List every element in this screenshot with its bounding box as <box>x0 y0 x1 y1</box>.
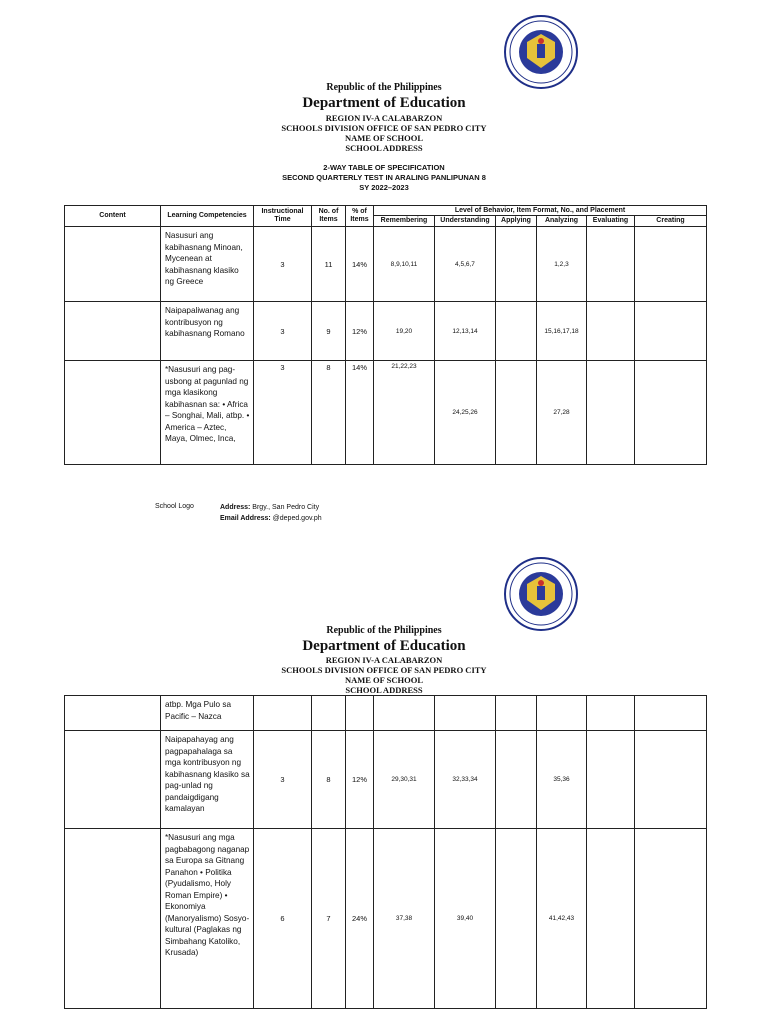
analyzing-cell: 41,42,43 <box>537 829 587 1009</box>
items-cell <box>312 696 346 731</box>
content-cell <box>65 696 161 731</box>
applying-cell <box>496 696 537 731</box>
items-cell: 7 <box>312 829 346 1009</box>
email-label: Email Address: <box>220 515 271 522</box>
understanding-cell: 39,40 <box>435 829 496 1009</box>
header-school-address: SCHOOL ADDRESS <box>345 143 423 153</box>
analyzing-cell: 1,2,3 <box>537 227 587 302</box>
creating-cell <box>635 361 707 465</box>
header-school-address: SCHOOL ADDRESS <box>345 685 423 695</box>
applying-cell <box>496 227 537 302</box>
time-cell: 6 <box>254 829 312 1009</box>
understanding-cell: 4,5,6,7 <box>435 227 496 302</box>
items-cell: 8 <box>312 731 346 829</box>
remembering-cell <box>374 696 435 731</box>
creating-cell <box>635 731 707 829</box>
header-items: No. of Items <box>312 206 346 227</box>
header-region: REGION IV-A CALABARZON <box>325 655 443 665</box>
items-cell: 9 <box>312 302 346 361</box>
remembering-cell: 37,38 <box>374 829 435 1009</box>
competency-cell: Naipapaliwanag ang kontribusyon ng kabihasnang Romano <box>161 302 254 361</box>
evaluating-cell <box>587 829 635 1009</box>
remembering-cell: 19,20 <box>374 302 435 361</box>
evaluating-cell <box>587 227 635 302</box>
creating-cell <box>635 829 707 1009</box>
time-cell <box>254 696 312 731</box>
content-cell <box>65 829 161 1009</box>
competency-cell: atbp. Mga Pulo sa Pacific – Nazca <box>161 696 254 731</box>
header-division: SCHOOLS DIVISION OFFICE OF SAN PEDRO CITY <box>281 123 487 133</box>
pct-cell: 12% <box>346 731 374 829</box>
table-row <box>65 829 707 1009</box>
competency-cell: Nasusuri ang kabihasnang Minoan, Mycenean at kabihasnang klasiko ng Greece <box>161 227 254 302</box>
analyzing-cell: 35,36 <box>537 731 587 829</box>
header-school-name: NAME OF SCHOOL <box>344 675 424 685</box>
creating-cell <box>635 696 707 731</box>
analyzing-cell <box>537 696 587 731</box>
deped-seal-logo <box>503 14 579 90</box>
items-cell: 8 <box>312 361 346 465</box>
remembering-cell: 8,9,10,11 <box>374 227 435 302</box>
header-school-name: NAME OF SCHOOL <box>344 133 424 143</box>
creating-cell <box>635 302 707 361</box>
header-department: Department of Education <box>302 95 466 111</box>
content-cell <box>65 302 161 361</box>
pct-cell <box>346 696 374 731</box>
applying-cell <box>496 829 537 1009</box>
header-pct: % of Items <box>346 206 374 227</box>
evaluating-cell <box>587 302 635 361</box>
time-cell: 3 <box>254 302 312 361</box>
header-time: Instructional Time <box>254 206 312 227</box>
header-creating: Creating <box>635 216 707 227</box>
evaluating-cell <box>587 361 635 465</box>
applying-cell <box>496 731 537 829</box>
remembering-cell: 29,30,31 <box>374 731 435 829</box>
table-row <box>65 696 707 731</box>
header-republic: Republic of the Philippines <box>326 625 442 636</box>
title-line3: SY 2022–2023 <box>359 183 409 192</box>
header-competencies: Learning Competencies <box>161 206 254 227</box>
header-content: Content <box>65 206 161 227</box>
footer-address <box>220 504 319 511</box>
header-division: SCHOOLS DIVISION OFFICE OF SAN PEDRO CITY <box>281 665 487 675</box>
understanding-cell: 24,25,26 <box>435 361 496 465</box>
deped-seal-logo <box>503 556 579 632</box>
header-understanding: Understanding <box>435 216 496 227</box>
analyzing-cell: 15,16,17,18 <box>537 302 587 361</box>
table-row <box>65 731 707 829</box>
content-cell <box>65 361 161 465</box>
table-row <box>65 361 707 465</box>
applying-cell <box>496 302 537 361</box>
competency-cell: Naipapahayag ang pagpapahalaga sa mga kontribusyon ng kabihasnang klasiko sa pag-unlad ng pandaigdigang kamalayan <box>161 731 254 829</box>
table-row <box>65 227 707 302</box>
competency-cell: *Nasusuri ang mga pagbabagong naganap sa Europa sa Gitnang Panahon • Politika (Pyudalismo, Holy Roman Empire) • Ekonomiya (Manoryalismo) Sosyo-kultural (Paglakas ng Simbahang Katoliko, Krusada) <box>161 829 254 1009</box>
time-cell: 3 <box>254 361 312 465</box>
title-line1: 2-WAY TABLE OF SPECIFICATION <box>323 163 445 172</box>
header-republic: Republic of the Philippines <box>326 82 442 93</box>
applying-cell <box>496 361 537 465</box>
items-cell: 11 <box>312 227 346 302</box>
pct-cell: 24% <box>346 829 374 1009</box>
title-line2: SECOND QUARTERLY TEST IN ARALING PANLIPUNAN 8 <box>282 173 486 182</box>
school-logo-label: School Logo <box>155 503 194 510</box>
understanding-cell: 32,33,34 <box>435 731 496 829</box>
content-cell <box>65 731 161 829</box>
address-value: Brgy., San Pedro City <box>252 504 320 511</box>
analyzing-cell: 27,28 <box>537 361 587 465</box>
evaluating-cell <box>587 696 635 731</box>
table-row <box>65 302 707 361</box>
pct-cell: 14% <box>346 361 374 465</box>
pct-cell: 12% <box>346 302 374 361</box>
header-analyzing: Analyzing <box>537 216 587 227</box>
address-label: Address: <box>220 504 251 511</box>
header-applying: Applying <box>496 216 537 227</box>
understanding-cell: 12,13,14 <box>435 302 496 361</box>
header-evaluating: Evaluating <box>587 216 635 227</box>
pct-cell: 14% <box>346 227 374 302</box>
content-cell <box>65 227 161 302</box>
footer-email <box>220 515 322 522</box>
header-level-group: Level of Behavior, Item Format, No., and Placement <box>374 206 707 216</box>
tos-table-page2 <box>64 695 707 1009</box>
email-value: @deped.gov.ph <box>272 515 322 522</box>
creating-cell <box>635 227 707 302</box>
time-cell: 3 <box>254 731 312 829</box>
time-cell: 3 <box>254 227 312 302</box>
understanding-cell <box>435 696 496 731</box>
header-remembering: Remembering <box>374 216 435 227</box>
header-region: REGION IV-A CALABARZON <box>325 113 443 123</box>
header-department: Department of Education <box>302 638 466 654</box>
competency-cell: *Nasusuri ang pag-usbong at pagunlad ng mga klasikong kabihasnan sa: • Africa – Songhai, Mali, atbp. • America – Aztec, Maya, Olmec, Inca, <box>161 361 254 465</box>
tos-table-page1 <box>64 205 707 465</box>
evaluating-cell <box>587 731 635 829</box>
remembering-cell: 21,22,23 <box>374 361 435 465</box>
